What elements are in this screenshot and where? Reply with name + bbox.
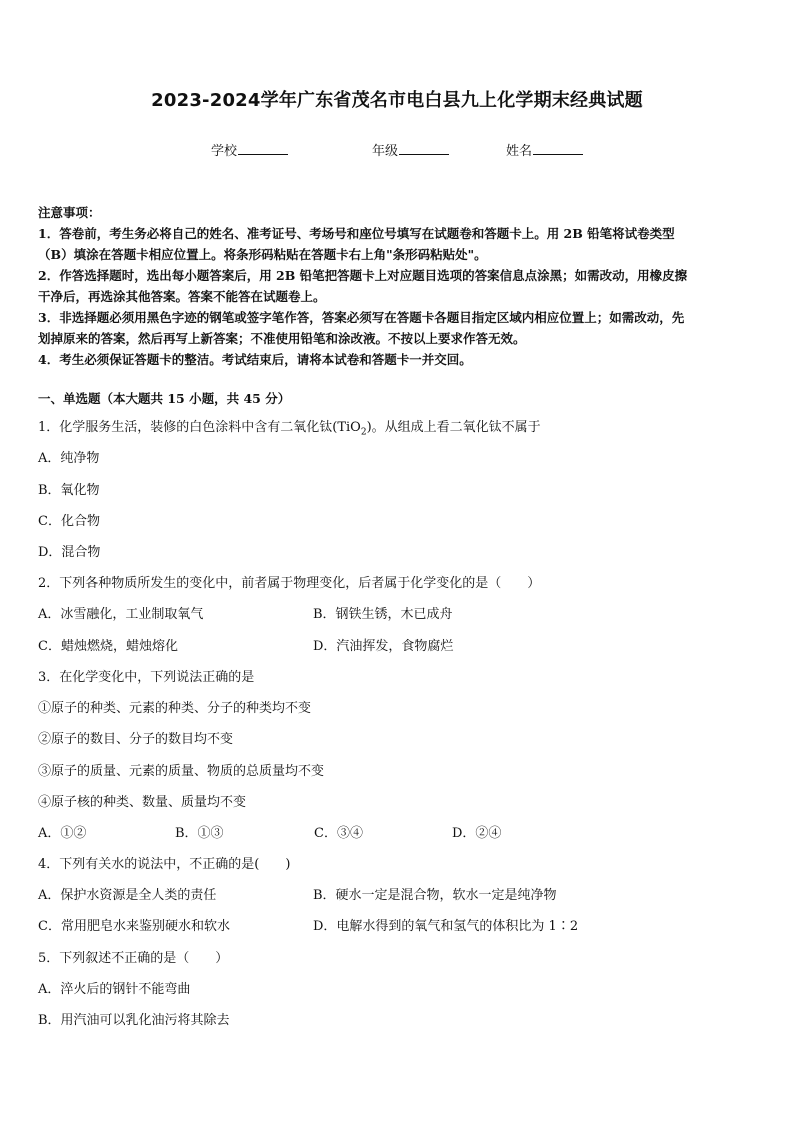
q2-option-a: A．冰雪融化，工业制取氧气: [38, 607, 204, 622]
q1-option-b: B．氧化物: [38, 483, 100, 498]
question-4-stem: 4．下列有关水的说法中，不正确的是( ): [38, 857, 291, 872]
name-field: 姓名: [506, 140, 583, 159]
question-3-stem: 3．在化学变化中，下列说法正确的是: [38, 670, 255, 685]
q3-option-b: B．①③: [175, 826, 224, 841]
q4-option-c: C．常用肥皂水来鉴别硬水和软水: [38, 919, 230, 934]
notes-heading: 注意事项：: [38, 205, 101, 220]
q5-option-b: B．用汽油可以乳化油污将其除去: [38, 1013, 230, 1028]
notes-line: 3．非选择题必须用黑色字迹的钢笔或签字笔作答，答案必须写在答题卡各题目指定区域内相应位置上；如需改动，先: [38, 310, 685, 325]
q2-option-d: D．汽油挥发，食物腐烂: [313, 639, 454, 654]
q3-statement: ④原子核的种类、数量、质量均不变: [38, 795, 247, 810]
section-heading: 一、单选题（本大题共 15 小题，共 45 分）: [38, 391, 291, 406]
question-5-stem: 5．下列叙述不正确的是（ ）: [38, 951, 229, 966]
q2-option-c: C．蜡烛燃烧，蜡烛熔化: [38, 639, 178, 654]
q3-option-a: A．①②: [38, 826, 87, 841]
q4-option-b: B．硬水一定是混合物，软水一定是纯净物: [313, 888, 557, 903]
q3-option-d: D．②④: [452, 826, 502, 841]
q4-option-a: A．保护水资源是全人类的责任: [38, 888, 217, 903]
notes-block: [38, 202, 758, 370]
q5-option-a: A．淬火后的钢针不能弯曲: [38, 982, 191, 997]
notes-line: 2．作答选择题时，选出每小题答案后，用 2B 铅笔把答题卡上对应题目选项的答案信息点涂黑；如需改动，用橡皮擦: [38, 268, 688, 283]
notes-line: 干净后，再选涂其他答案。答案不能答在试题卷上。: [38, 289, 326, 304]
notes-line: 划掉原来的答案，然后再写上新答案；不准使用铅笔和涂改液。不按以上要求作答无效。: [38, 331, 526, 346]
q1-option-d: D．混合物: [38, 545, 101, 560]
notes-line: 1．答卷前，考生务必将自己的姓名、准考证号、考场号和座位号填写在试题卷和答题卡上。用 2B 铅笔将试卷类型: [38, 226, 675, 241]
q2-option-b: B．钢铁生锈，木已成舟: [313, 607, 453, 622]
q1-option-a: A．纯净物: [38, 451, 100, 466]
grade-field: 年级: [372, 140, 449, 159]
notes-line: （B）填涂在答题卡相应位置上。将条形码粘贴在答题卡右上角"条形码粘贴处"。: [38, 247, 487, 262]
question-2-stem: 2．下列各种物质所发生的变化中，前者属于物理变化，后者属于化学变化的是（ ）: [38, 576, 541, 591]
page-title: 2023-2024学年广东省茂名市电白县九上化学期末经典试题: [151, 90, 643, 111]
q1-option-c: C．化合物: [38, 514, 100, 529]
notes-line: 4．考生必须保证答题卡的整洁。考试结束后，请将本试卷和答题卡一并交回。: [38, 352, 472, 367]
q3-statement: ③原子的质量、元素的质量、物质的总质量均不变: [38, 764, 325, 779]
q3-option-c: C．③④: [314, 826, 363, 841]
q4-option-d: D．电解水得到的氧气和氢气的体积比为 1∶2: [313, 919, 579, 934]
q3-statement: ①原子的种类、元素的种类、分子的种类均不变: [38, 701, 312, 716]
question-1-stem: 1．化学服务生活，装修的白色涂料中含有二氧化钛(TiO$_2$)。从组成上看二氧化钛不属于: [38, 420, 541, 438]
school-field: 学校: [211, 140, 288, 159]
q3-statement: ②原子的数目、分子的数目均不变: [38, 732, 234, 747]
